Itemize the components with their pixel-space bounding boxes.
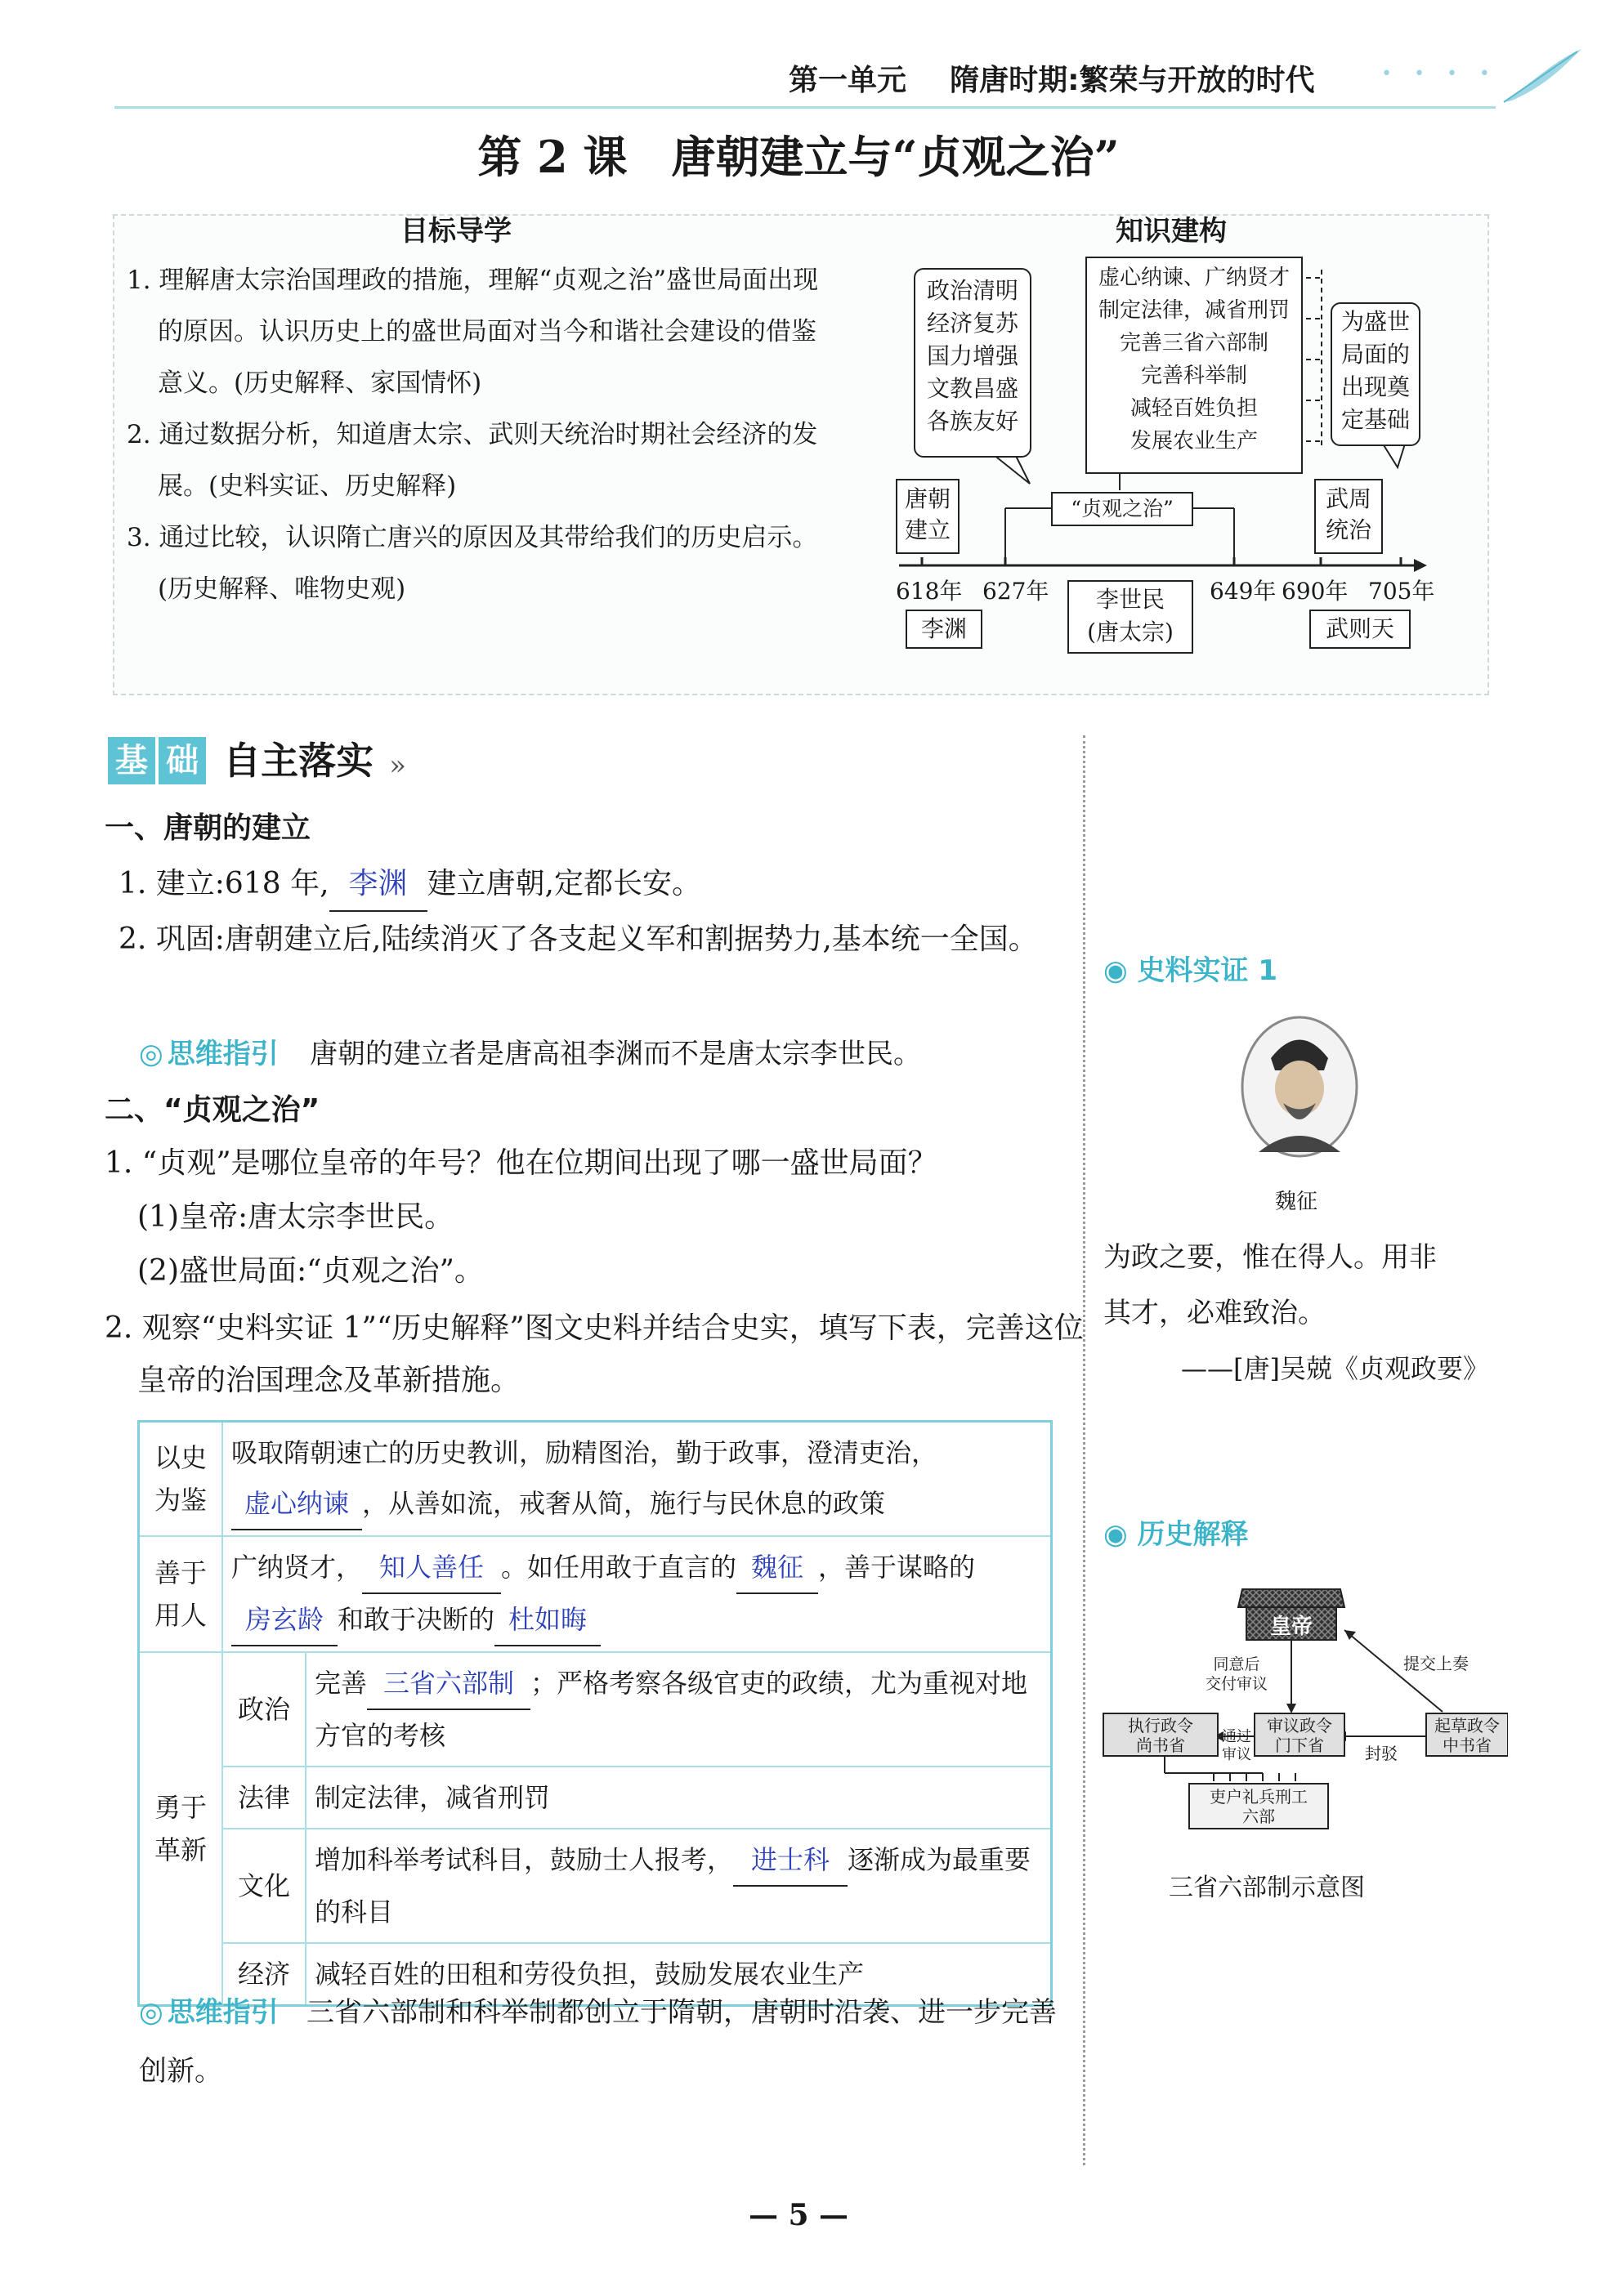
cell-text: ，从善如流，戒奢从简，施行与民休息的政策 [362, 1488, 886, 1519]
diagram-caption: 三省六部制示意图 [1169, 1874, 1365, 1902]
six-ministries-list: 吏户礼兵刑工 [1210, 1787, 1308, 1807]
basic-title: 自主落实 [223, 739, 374, 783]
quote-line-1: 为政之要，惟在得人。用非 [1103, 1241, 1437, 1274]
table-cell [306, 1829, 1052, 1943]
shangshu-role: 执行政令 [1128, 1716, 1193, 1735]
effect-item: 政治清明 [926, 277, 1018, 304]
double-chevron-icon: » [389, 749, 406, 782]
zhongshu-box [1426, 1716, 1508, 1755]
table-cell [306, 1652, 1052, 1767]
section-1-heading: 一、唐朝的建立 [105, 811, 311, 845]
cell-text: ，善于谋略的 [818, 1552, 976, 1583]
pass-label [1222, 1728, 1251, 1764]
table-sub-cell: 法律 [222, 1767, 306, 1829]
target-icon: ◉ [1103, 1518, 1128, 1551]
target-icon: ◉ [1103, 954, 1128, 987]
objectives-list [127, 255, 838, 615]
unit-title: 隋唐时期:繁荣与开放的时代 [950, 64, 1315, 97]
objective-item: 1. 理解唐太宗治国理政的措施，理解“贞观之治”盛世局面出现的原因。认识历史上的盛世局面对当今和谐社会建设的借鉴意义。(历史解释、家国情怀) [127, 266, 819, 398]
section-1-line-2 [119, 913, 1067, 966]
founding-line: 建立 [904, 516, 951, 543]
effect-item: 文教昌盛 [926, 375, 1018, 402]
li-yuan-box: 李渊 [906, 610, 982, 649]
hint-text: 三省六部制和科举制都创立于隋朝，唐朝时沿袭、进一步完善创新。 [139, 1996, 1057, 2088]
measure-item: 虚心纳谏、广纳贤才 [1098, 266, 1290, 290]
pass-line: 审议 [1222, 1746, 1251, 1763]
badge-char: 础 [159, 737, 206, 784]
objectives-heading: 目标导学 [400, 215, 512, 248]
header-rule [114, 106, 1496, 109]
wuzhou-line: 统治 [1325, 516, 1371, 543]
approve-label [1206, 1655, 1268, 1694]
line-text: 1. 建立:618 年, [119, 867, 329, 900]
foundation-box [1331, 302, 1420, 446]
answer-fill: 知人善任 [362, 1542, 501, 1594]
header-dots: • • • • [1381, 64, 1498, 84]
cell-text: 增加科举考试科目，鼓励士人报考， [315, 1844, 734, 1875]
year-label: 627年 [982, 578, 1049, 605]
reject-label: 封驳 [1365, 1744, 1398, 1763]
answer-fill: 进士科 [733, 1834, 848, 1887]
answer-fill: 李渊 [329, 858, 427, 912]
table-cell: 减轻百姓的田租和劳役负担，鼓励发展农业生产 [306, 1943, 1052, 2006]
question-1: 1. “贞观”是哪位皇帝的年号？他在位期间出现了哪一盛世局面？ [105, 1146, 937, 1180]
year-label: 618年 [896, 578, 963, 605]
explanation-label: 历史解释 [1137, 1518, 1249, 1551]
founding-line: 唐朝 [904, 485, 951, 512]
evidence-label: 史料实证 1 [1137, 954, 1278, 987]
table-row [139, 1829, 1052, 1943]
cell-text: 和敢于决断的 [338, 1604, 495, 1635]
cell-text: ；严格考察各级官吏的政绩，尤为重视对地方官的考核 [315, 1668, 1028, 1751]
table-head-cell: 勇于革新 [139, 1652, 223, 2006]
year-label: 690年 [1282, 578, 1349, 605]
table-cell [222, 1422, 1052, 1537]
question-2: 2. 观察“史料实证 1”“历史解释”图文史料并结合史实，填写下表，完善这位皇帝的治国理念及革新措施。 [105, 1311, 1084, 1397]
answer-fill: 魏征 [736, 1542, 818, 1594]
six-ministries-name: 六部 [1242, 1807, 1275, 1826]
thinking-icon: ◎ [139, 1996, 163, 2029]
feather-icon [1496, 45, 1586, 110]
menxia-name: 门下省 [1275, 1735, 1324, 1755]
portrait-caption: 魏征 [1275, 1190, 1318, 1214]
answer-1: (1)皇帝:唐太宗李世民。 [137, 1200, 454, 1234]
table-head-cell: 以史为鉴 [139, 1422, 223, 1537]
effect-item: 各族友好 [926, 408, 1018, 435]
column-divider [1083, 735, 1085, 2165]
knowledge-map [891, 245, 1479, 662]
wu-zetian-box: 武则天 [1309, 610, 1411, 649]
hint-text: 唐朝的建立者是唐高祖李渊而不是唐太宗李世民。 [309, 1038, 921, 1070]
approve-line: 交付审议 [1206, 1675, 1268, 1693]
li-shimin-line: 李世民 [1095, 586, 1165, 613]
founding-box [896, 479, 960, 554]
year-label: 705年 [1368, 578, 1435, 605]
menxia-box [1255, 1716, 1344, 1755]
table-row [139, 1652, 1052, 1767]
li-shimin-box [1067, 580, 1193, 654]
quote-source: ——[唐]吴兢《贞观政要》 [1181, 1353, 1489, 1384]
foundation-line: 局面的 [1340, 341, 1410, 368]
li-shimin-line: (唐太宗) [1087, 619, 1174, 645]
table-sub-cell: 文化 [222, 1829, 306, 1943]
cell-text: 逐渐成为最重要的科目 [315, 1844, 1031, 1927]
line-text: 2. 巩固:唐朝建立后,陆续消灭了各支起义军和割据势力,基本统一全国。 [119, 922, 1038, 956]
effects-box [914, 268, 1031, 458]
table-cell [222, 1536, 1052, 1652]
submit-label: 提交上奏 [1403, 1654, 1469, 1673]
menxia-role: 审议政令 [1267, 1716, 1332, 1735]
hint-label: 思维指引 [167, 1038, 279, 1070]
wei-zheng-portrait [1238, 1013, 1361, 1160]
year-label: 649年 [1210, 578, 1277, 605]
table-cell: 制定法律，减省刑罚 [306, 1767, 1052, 1829]
measures-box [1085, 257, 1303, 474]
three-departments-diagram [1099, 1573, 1508, 1834]
wuzhou-box [1314, 479, 1383, 554]
hint-box-2 [139, 1986, 1079, 2103]
foundation-line: 为盛世 [1340, 308, 1410, 335]
zhongshu-role: 起草政令 [1434, 1716, 1500, 1735]
table-head-cell: 善于用人 [139, 1536, 223, 1652]
foundation-line: 出现奠 [1340, 373, 1410, 400]
wuzhou-line: 武周 [1325, 485, 1371, 512]
unit-label: 第一单元 [789, 64, 907, 97]
hint-box-1 [139, 1031, 1079, 1071]
emperor-label: 皇帝 [1269, 1615, 1313, 1639]
table-row [139, 1536, 1052, 1652]
unit-header [789, 57, 1315, 99]
foundation-line: 定基础 [1340, 406, 1410, 433]
answer-2: (2)盛世局面:“贞观之治”。 [137, 1254, 484, 1288]
reform-table [137, 1420, 1053, 2007]
objective-item: 3. 通过比较，认识隋亡唐兴的原因及其带给我们的历史启示。(历史解释、唯物史观) [127, 523, 818, 604]
measure-item: 完善科举制 [1140, 364, 1247, 388]
answer-fill: 杜如晦 [494, 1594, 601, 1646]
measure-item: 制定法律，减省刑罚 [1098, 298, 1290, 323]
cell-text: 广纳贤才， [231, 1552, 363, 1583]
measure-item: 完善三省六部制 [1119, 331, 1268, 355]
effect-item: 国力增强 [926, 342, 1018, 369]
cell-text: 。如任用敢于直言的 [501, 1552, 737, 1583]
shangshu-name: 尚书省 [1136, 1735, 1185, 1755]
objective-item: 2. 通过数据分析，知道唐太宗、武则天统治时期社会经济的发展。(史料实证、历史解释) [127, 420, 818, 501]
page-number: — 5 — [748, 2198, 849, 2232]
knowledge-map-heading: 知识建构 [1116, 215, 1227, 248]
six-ministries-box [1189, 1787, 1328, 1826]
quote-line-2: 其才，必难致治。 [1103, 1297, 1326, 1329]
effect-item: 经济复苏 [926, 310, 1018, 337]
explanation-heading [1103, 1512, 1249, 1552]
measure-item: 发展农业生产 [1130, 429, 1258, 453]
shangshu-box [1103, 1716, 1218, 1755]
lesson-title: 第 2 课 唐朝建立与“贞观之治” [477, 131, 1120, 183]
table-row [139, 1422, 1052, 1537]
cell-text: 吸取隋朝速亡的历史教训，励精图治，勤于政事，澄清吏治， [231, 1437, 938, 1468]
section-1-line-1 [119, 858, 1067, 912]
table-sub-cell: 经济 [222, 1943, 306, 2006]
cell-text: 完善 [315, 1668, 368, 1699]
answer-fill: 虚心纳谏 [231, 1478, 362, 1530]
hint-label: 思维指引 [167, 1996, 279, 2029]
badge-char: 基 [108, 737, 155, 784]
measure-item: 减轻百姓负担 [1130, 396, 1258, 421]
section-2-heading: 二、“贞观之治” [105, 1093, 320, 1127]
thinking-icon: ◎ [139, 1038, 163, 1070]
zhongshu-name: 中书省 [1443, 1735, 1492, 1755]
line-text: 建立唐朝,定都长安。 [427, 867, 701, 900]
answer-fill: 房玄龄 [231, 1594, 338, 1646]
answer-fill: 三省六部制 [367, 1658, 530, 1710]
pass-line: 通过 [1222, 1728, 1251, 1745]
zhenguan-box: “贞观之治” [1051, 492, 1193, 526]
approve-line: 同意后 [1213, 1655, 1260, 1673]
table-sub-cell: 政治 [222, 1652, 306, 1767]
evidence-heading [1103, 948, 1277, 988]
basic-section-banner [108, 737, 406, 794]
table-row [139, 1767, 1052, 1829]
